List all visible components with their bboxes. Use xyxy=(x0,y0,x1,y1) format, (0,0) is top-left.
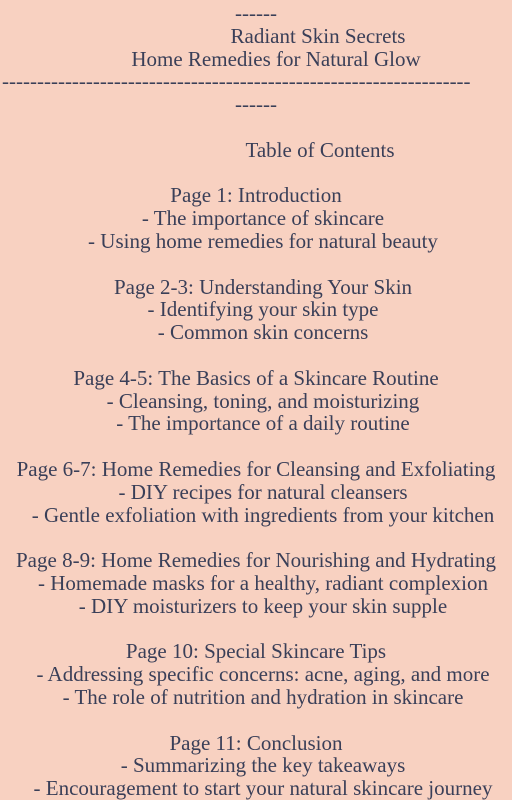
toc-item: - The importance of a daily routine xyxy=(116,411,410,436)
spacer xyxy=(0,709,512,732)
spacer xyxy=(0,435,512,458)
toc-item: - The role of nutrition and hydration in skincare xyxy=(62,684,464,709)
spacer xyxy=(0,162,512,185)
toc-section-heading: Page 2-3: Understanding Your Skin xyxy=(113,274,413,299)
toc-item: - DIY recipes for natural cleansers xyxy=(118,479,408,504)
toc-section-3 xyxy=(0,367,512,435)
spacer xyxy=(0,618,512,641)
toc-section-4 xyxy=(0,458,512,526)
toc-section-5 xyxy=(0,549,512,617)
spacer xyxy=(0,344,512,367)
rule-short-top: ------ xyxy=(235,1,277,25)
toc-item: - Using home remedies for natural beauty xyxy=(88,228,438,253)
toc-item: - Gentle exfoliation with ingredients from your kitchen xyxy=(31,502,495,527)
toc-item: - Common skin concerns xyxy=(157,320,369,345)
toc-item: - The importance of skincare xyxy=(141,206,385,231)
toc-section-1 xyxy=(0,184,512,252)
toc-item: - Cleansing, toning, and moisturizing xyxy=(106,388,420,413)
toc-heading: Table of Contents xyxy=(245,137,395,162)
toc-section-6 xyxy=(0,640,512,708)
spacer xyxy=(0,116,512,139)
toc-section-heading: Page 8-9: Home Remedies for Nourishing and Hydrating xyxy=(16,548,496,573)
toc-section-2 xyxy=(0,276,512,344)
toc-item: - Addressing specific concerns: acne, aging, and more xyxy=(36,662,490,687)
toc-item: - DIY moisturizers to keep your skin supple xyxy=(78,593,448,618)
toc-section-heading: Page 4-5: The Basics of a Skincare Routine xyxy=(73,365,439,390)
toc-section-7 xyxy=(0,732,512,800)
toc-section-heading: Page 11: Conclusion xyxy=(169,730,343,755)
spacer xyxy=(0,253,512,276)
toc-section-heading: Page 10: Special Skincare Tips xyxy=(125,639,387,664)
rule-long: ------------------------------------------------------------------- xyxy=(2,70,471,94)
spacer xyxy=(0,526,512,549)
document-title: Radiant Skin Secrets xyxy=(230,23,406,48)
rule-short-bottom: ------ xyxy=(235,92,277,117)
toc-section-heading: Page 1: Introduction xyxy=(170,183,342,208)
toc-item: - Encouragement to start your natural skincare journey xyxy=(33,776,493,800)
toc-item: - Summarizing the key takeaways xyxy=(120,753,406,778)
toc-item: - Identifying your skin type xyxy=(147,297,379,322)
toc-section-heading: Page 6-7: Home Remedies for Cleansing and Exfoliating xyxy=(16,456,496,481)
document-subtitle: Home Remedies for Natural Glow xyxy=(131,46,421,71)
toc-item: - Homemade masks for a healthy, radiant complexion xyxy=(38,570,488,595)
